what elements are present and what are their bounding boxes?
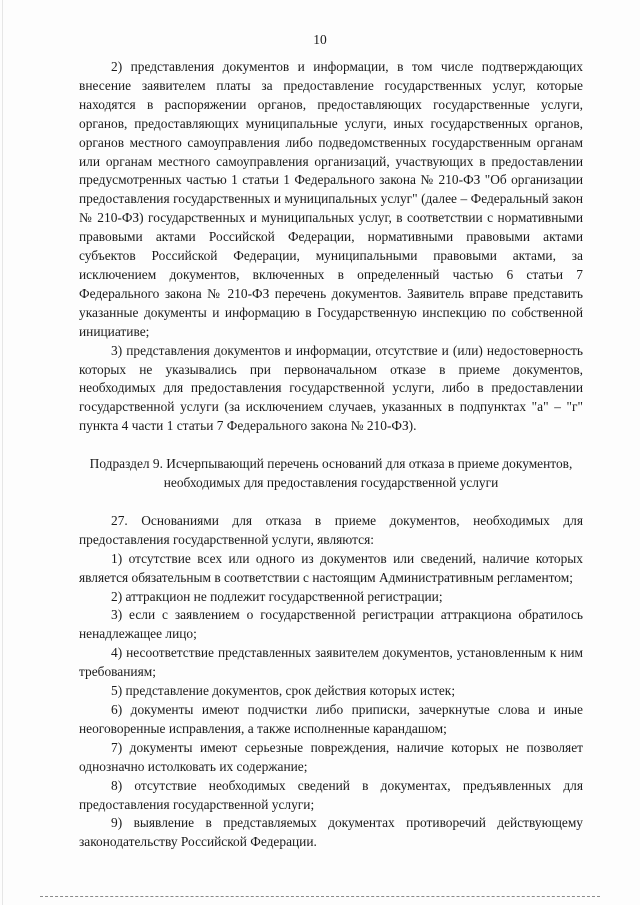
list-item: 8) отсутствие необходимых сведений в документах, предъявленных для предоставления государственной услуги;: [79, 777, 583, 812]
subsection-title: Подраздел 9. Исчерпывающий перечень оснований для отказа в приеме документов, необходимых для предоставления государственной услуги: [89, 456, 573, 491]
paragraph-item-2: 2) представления документов и информации, в том числе подтверждающих внесение заявителем платы за предоставление государственных услуг, которые находятся в распоряжении органов, предоставляющих государственные услуги, органов, предоставляющих муниципальные услуги, иных государственных органов, органов местного самоуправления либо подведомственных государственным органам или органам местного самоуправления организаций, участвующих в предоставлении предусмотренных частью 1 статьи 1 Федерального закона № 210-ФЗ "Об организации предоставления государственных и муниципальных услуг" (далее – Федеральный закон № 210-ФЗ) государственных и муниципальных услуг, в соответствии с нормативными правовыми актами Российской Федерации, нормативными правовыми актами субъектов Российской Федерации, муниципальными правовыми актами, за исключением документов, включенных в определенный частью 6 статьи 7 Федерального закона № 210-ФЗ перечень документов. Заявитель вправе представить указанные документы и информацию в Государственную инспекцию по собственной инициативе;: [79, 59, 583, 339]
list-item: 3) если с заявлением о государственной регистрации аттракциона обратилось ненадлежащее лицо;: [79, 607, 583, 642]
scan-bottom-edge: [40, 896, 600, 897]
paragraph-27-intro: 27. Основаниями для отказа в приеме документов, необходимых для предоставления государственной услуги, являются:: [79, 512, 583, 547]
list-item: 5) представление документов, срок действия которых истек;: [111, 683, 456, 699]
list-item: 6) документы имеют подчистки либо приписки, зачеркнутые слова и иные неоговоренные исправления, а также исполненные карандашом;: [79, 702, 583, 736]
page-number: 10: [313, 32, 327, 47]
list-item: 7) документы имеют серьезные повреждения, наличие которых не позволяет однозначно истолковать их содержание;: [79, 739, 583, 774]
document-body: [79, 58, 583, 852]
scan-edge: [2, 0, 3, 905]
paragraph-item-3: 3) представления документов и информации, отсутствие и (или) недостоверность которых не указывались при первоначальном отказе в приеме документов, необходимых для предоставления государственной услуги, либо в предоставлении государственной услуги (за исключением случаев, указанных в подпунктах "а" – "г" пункта 4 части 1 статьи 7 Федерального закона № 210-ФЗ).: [79, 342, 583, 434]
list-item: 9) выявление в представляемых документах противоречий действующему законодательству Российской Федерации.: [79, 815, 583, 850]
list-item: 2) аттракцион не подлежит государственной регистрации;: [111, 588, 443, 604]
list-item: 1) отсутствие всех или одного из документов или сведений, наличие которых является обязательным в соответствии с настоящим Административным регламентом;: [79, 550, 583, 585]
list-item: 4) несоответствие представленных заявителем документов, установленным к ним требованиям;: [79, 645, 583, 680]
